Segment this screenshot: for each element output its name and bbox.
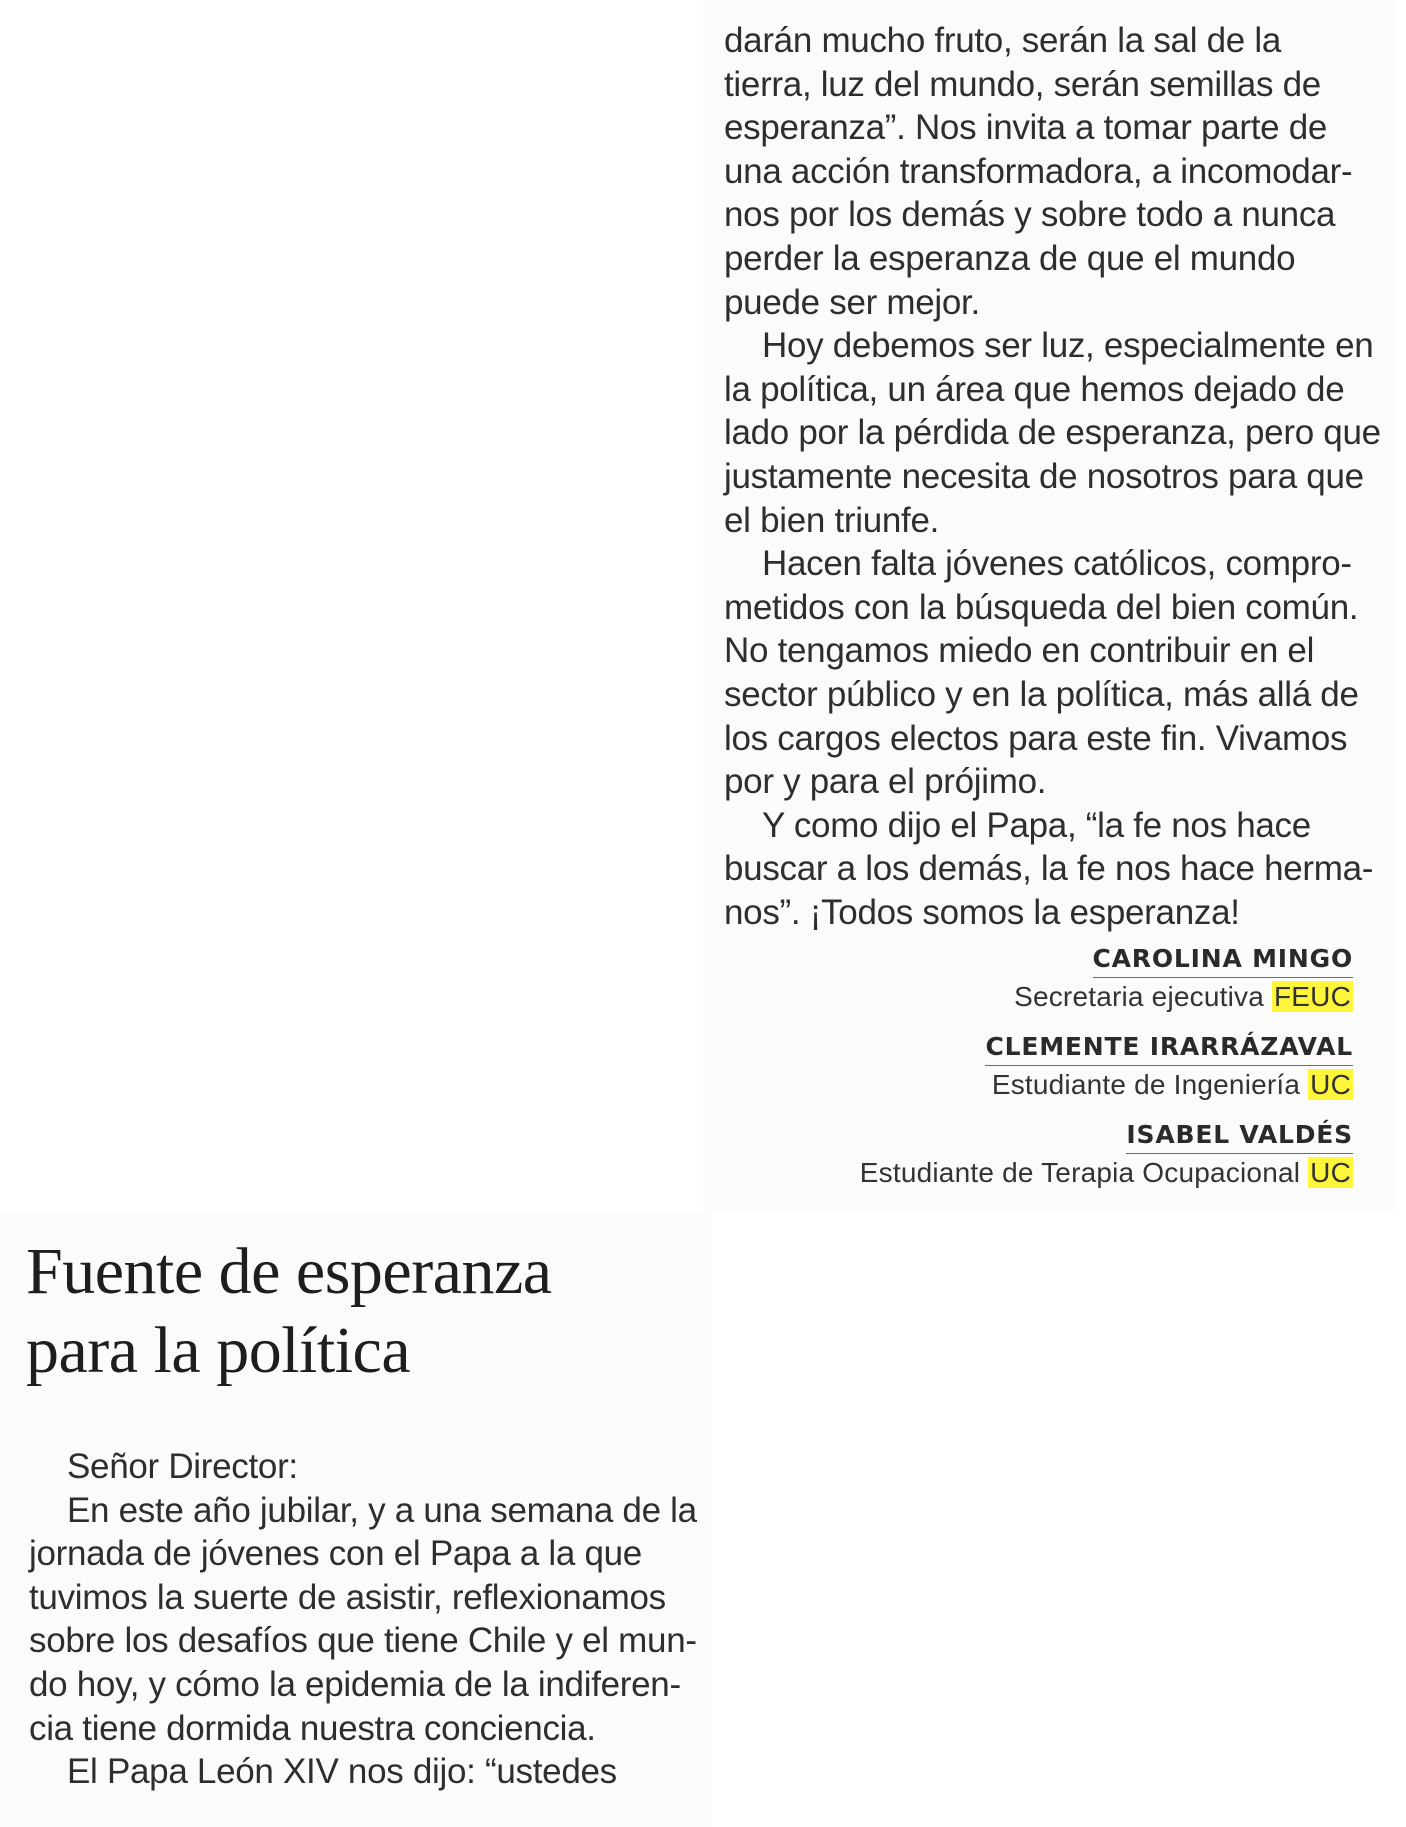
text-line: tierra, luz del mundo, serán semillas de bbox=[724, 64, 1321, 104]
text-line: una acción transformadora, a incomodar- bbox=[724, 151, 1353, 191]
signer-role bbox=[985, 1069, 1353, 1101]
text-line: metidos con la búsqueda del bien común. bbox=[724, 587, 1359, 627]
letter-body-continuation bbox=[724, 19, 1381, 934]
headline-line: para la política bbox=[26, 1314, 411, 1387]
text-line: puede ser mejor. bbox=[724, 282, 980, 322]
text-line: buscar a los demás, la fe nos hace herma- bbox=[724, 849, 1374, 889]
signer-role bbox=[860, 1157, 1353, 1189]
letter-body-opening bbox=[29, 1445, 697, 1794]
signature-block-2 bbox=[985, 1032, 1353, 1101]
text-line: los cargos electos para este fin. Vivamos bbox=[724, 718, 1348, 758]
text-line: por y para el prójimo. bbox=[724, 762, 1047, 802]
signer-org-highlight: FEUC bbox=[1273, 981, 1351, 1012]
text-line: do hoy, y cómo la epidemia de la indiferen- bbox=[29, 1664, 681, 1704]
headline-line: Fuente de esperanza bbox=[26, 1235, 552, 1308]
text-line: No tengamos miedo en contribuir en el bbox=[724, 631, 1315, 671]
text-line: Y como dijo el Papa, “la fe nos hace bbox=[762, 805, 1311, 845]
text-line: nos por los demás y sobre todo a nunca bbox=[724, 195, 1336, 235]
text-line: En este año jubilar, y a una semana de la bbox=[67, 1490, 697, 1530]
text-line: Hacen falta jóvenes católicos, compro- bbox=[762, 544, 1352, 584]
signer-name: CAROLINA MINGO bbox=[1093, 944, 1353, 978]
text-line: tuvimos la suerte de asistir, reflexionamos bbox=[29, 1577, 666, 1617]
text-line: perder la esperanza de que el mundo bbox=[724, 238, 1296, 278]
signer-name: ISABEL VALDÉS bbox=[1126, 1120, 1353, 1154]
signature-block-1 bbox=[1014, 944, 1353, 1013]
text-line: nos”. ¡Todos somos la esperanza! bbox=[724, 892, 1240, 932]
signer-role-text: Estudiante de Terapia Ocupacional bbox=[859, 1157, 1301, 1188]
signer-org-highlight: UC bbox=[1310, 1157, 1351, 1188]
text-line: darán mucho fruto, serán la sal de la bbox=[724, 21, 1282, 60]
text-line: lado por la pérdida de esperanza, pero que bbox=[724, 413, 1381, 453]
letter-headline bbox=[26, 1232, 552, 1390]
text-line: sobre los desafíos que tiene Chile y el mun- bbox=[29, 1621, 697, 1661]
text-line: cia tiene dormida nuestra conciencia. bbox=[29, 1708, 596, 1748]
signer-org-highlight: UC bbox=[1310, 1069, 1351, 1100]
signer-role-text: Estudiante de Ingeniería bbox=[991, 1069, 1301, 1100]
text-line: justamente necesita de nosotros para que bbox=[724, 456, 1364, 496]
signer-name: CLEMENTE IRARRÁZAVAL bbox=[985, 1032, 1353, 1066]
signer-role-text: Secretaria ejecutiva bbox=[1014, 981, 1264, 1012]
signature-block-3 bbox=[860, 1120, 1353, 1189]
text-line: sector público y en la política, más allá de bbox=[724, 674, 1359, 714]
text-line: Señor Director: bbox=[67, 1447, 298, 1486]
text-line: jornada de jóvenes con el Papa a la que bbox=[29, 1534, 642, 1574]
text-line: Hoy debemos ser luz, especialmente en bbox=[762, 326, 1374, 366]
text-line: esperanza”. Nos invita a tomar parte de bbox=[724, 108, 1328, 148]
text-line: la política, un área que hemos dejado de bbox=[724, 369, 1345, 409]
signer-role bbox=[1014, 981, 1353, 1013]
text-line: el bien triunfe. bbox=[724, 500, 940, 540]
text-line: El Papa León XIV nos dijo: “ustedes bbox=[67, 1752, 617, 1792]
